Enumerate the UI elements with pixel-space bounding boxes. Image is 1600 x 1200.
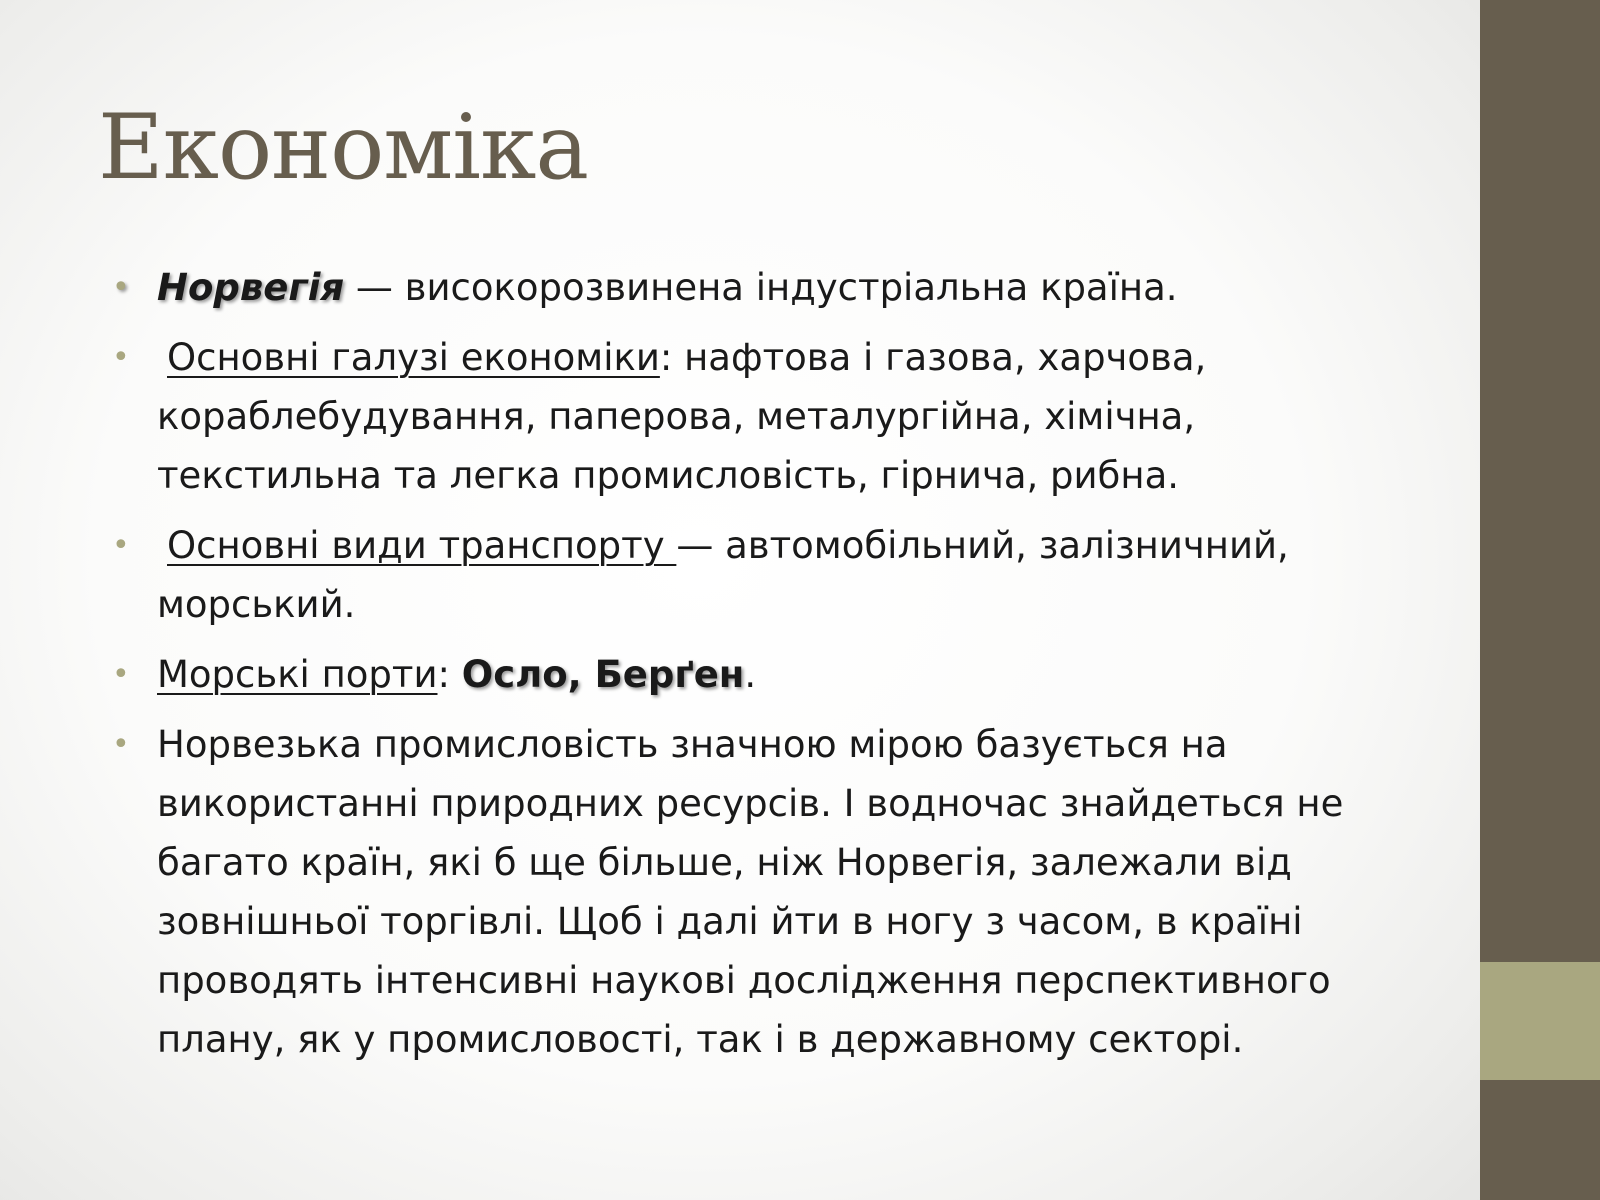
bullet-dot-icon: • — [112, 727, 130, 762]
bullet-text-norway: — високорозвинена індустріальна країна. — [344, 266, 1178, 309]
bullet-sep-ports: : — [437, 653, 462, 696]
bullet-dot-icon: • — [112, 270, 130, 305]
bullet-list — [112, 258, 1402, 1080]
bullet-text-industry-description: Норвезька промисловість значною мірою базується на використанні природних ресурсів. І водночас знайдеться не багато країн, які б ще більше, ніж Норвегія, залежали від зовнішньої торгівлі. Щоб і далі йти в ногу з часом, в країні проводять інтенсивні наукові дослідження перспективного плану, як у промисловості, так і в державному секторі. — [157, 723, 1344, 1061]
bullet-lead-norway: Норвегія — [157, 266, 345, 309]
bullet-item-transport — [112, 516, 1402, 634]
bullet-text-transport: — автомобільний, залізничний, морський. — [157, 524, 1289, 626]
slide-title: Економіка — [98, 95, 588, 200]
bullet-text-industries: : нафтова і газова, харчова, кораблебудування, паперова, металургійна, хімічна, текстильна та легка промисловість, гірнича, рибна. — [157, 336, 1207, 497]
bullet-item-industries — [112, 328, 1402, 505]
bullet-item-norway — [112, 258, 1402, 317]
bullet-end-ports: . — [744, 653, 757, 696]
bullet-emph-ports: Осло, Берґен — [461, 653, 745, 696]
side-decoration-accent — [1480, 962, 1600, 1080]
bullet-dot-icon: • — [112, 528, 130, 563]
bullet-item-ports — [112, 645, 1402, 704]
bullet-item-industry-description — [112, 715, 1402, 1069]
bullet-dot-icon: • — [112, 657, 130, 692]
bullet-lead-ports: Морські порти — [157, 653, 438, 696]
bullet-dot-icon: • — [112, 340, 130, 375]
bullet-lead-industries: Основні галузі економіки — [167, 336, 660, 379]
bullet-lead-transport: Основні види транспорту — [167, 524, 677, 567]
